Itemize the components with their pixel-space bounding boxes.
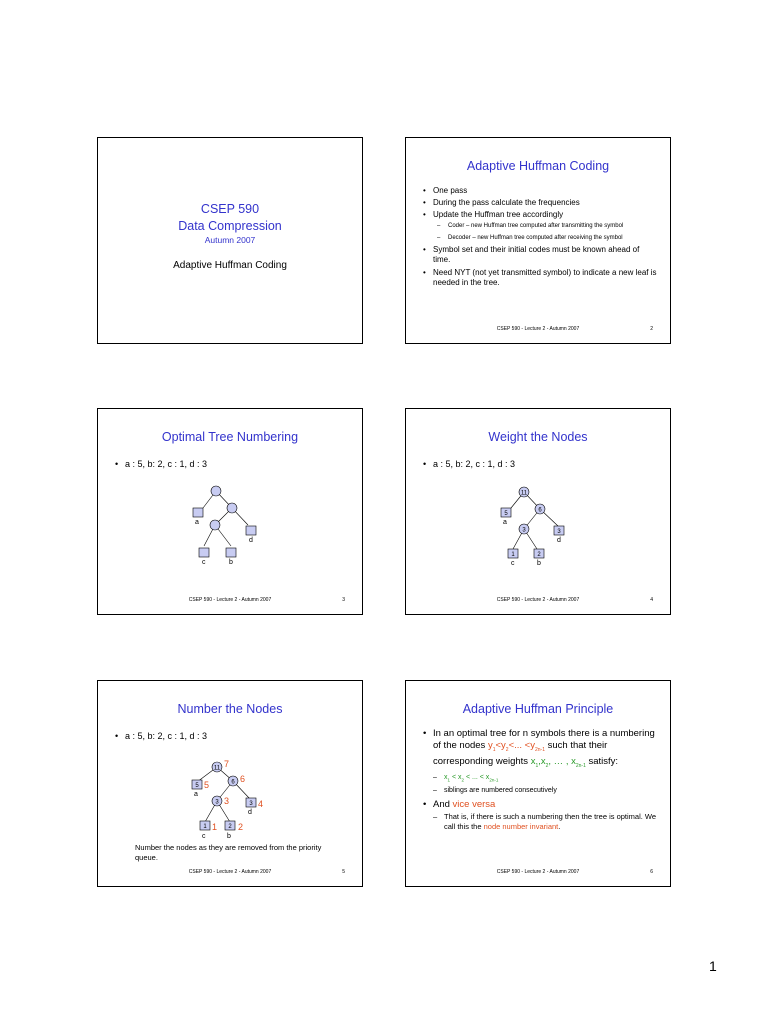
tree-node-internal: [210, 520, 220, 530]
node-number: 7: [224, 759, 230, 769]
tree-leaf-a: [193, 508, 203, 517]
node-weight: 3: [557, 529, 561, 535]
node-weight: 3: [249, 801, 253, 807]
course-term: Autumn 2007: [204, 235, 256, 245]
node-weight: 2: [228, 824, 232, 830]
slide-title: Weight the Nodes: [488, 430, 588, 444]
sub-bullet-item: – siblings are numbered consecutively: [433, 786, 663, 796]
node-number: 5: [204, 780, 210, 790]
node-weight: 3: [215, 799, 219, 806]
sub-bullet-list: [433, 773, 663, 795]
tree-leaf-d: [246, 526, 256, 535]
node-weight: 11: [213, 765, 221, 772]
slide-4: [405, 408, 671, 615]
node-weight: 11: [520, 490, 528, 497]
sub-bullet-item: – $x_1 < x_2$ < ... < $x_{2n-1}$: [433, 773, 663, 785]
slide-5: [97, 680, 363, 887]
node-weight: 5: [195, 783, 199, 789]
slide-number: 2: [650, 326, 653, 332]
node-number: 2: [238, 822, 244, 832]
bullet-item: • One pass: [423, 186, 658, 196]
leaf-label: a: [194, 791, 198, 798]
slide-footer: CSEP 590 - Lecture 2 - Autumn 2007: [188, 869, 272, 875]
node-weight: 6: [538, 507, 542, 514]
node-weight: 5: [504, 511, 508, 517]
slide-1: [97, 137, 363, 344]
leaf-label: a: [503, 519, 507, 526]
node-weight: 2: [537, 552, 541, 558]
course-subject: Data Compression: [178, 219, 282, 233]
node-weight: 1: [203, 824, 207, 830]
bullet-item: • Need NYT (not yet transmitted symbol) to indicate a new leaf is needed in the tree.: [423, 268, 658, 288]
leaf-label: b: [229, 559, 233, 566]
leaf-label: c: [202, 833, 206, 840]
node-weight: 6: [231, 779, 235, 786]
leaf-label: b: [227, 833, 231, 840]
sub-bullet-list: [433, 812, 663, 832]
bullet-item: • In an optimal tree for n symbols there is a numbering of the nodes $y_1<y_2<$... $<y_{2n-1}$ such that their corresponding weights $x_1,x_2$, … , $x_{2n-1}$ satisfy: – $x_1 < x_2$ < ... < $x_{2n-1}$ – siblings are numbered consecutively: [423, 728, 663, 796]
bullet-list: [423, 728, 663, 832]
slide-footer: CSEP 590 - Lecture 2 - Autumn 2007: [496, 869, 580, 875]
slide-number: 6: [650, 869, 653, 875]
node-number: 3: [224, 796, 230, 806]
node-number: 4: [258, 799, 264, 809]
slide-title: Adaptive Huffman Coding: [466, 159, 610, 173]
bullet-list: [423, 186, 658, 288]
slide-number: 5: [342, 869, 345, 875]
tree-leaf-c: [199, 548, 209, 557]
slide-title: Optimal Tree Numbering: [161, 430, 299, 444]
slide-2: [405, 137, 671, 344]
slide-footer: CSEP 590 - Lecture 2 - Autumn 2007: [496, 597, 580, 603]
leaf-label: d: [248, 809, 252, 816]
node-weight: 1: [511, 552, 515, 558]
tree-leaf-b: [226, 548, 236, 557]
bullet-item: • Update the Huffman tree accordingly – Coder – new Huffman tree computed after transmitting the symbol – Decoder – new Huffman tree computed after receiving the symbol: [423, 210, 658, 242]
bullet-item: • a : 5, b: 2, c : 1, d : 3: [115, 731, 207, 741]
tree-diagram: [406, 409, 672, 616]
slide-title: Number the Nodes: [177, 702, 283, 716]
leaf-label: a: [195, 519, 199, 526]
leaf-label: c: [511, 560, 515, 567]
node-number: 1: [212, 822, 218, 832]
tree-node-root: [211, 486, 221, 496]
course-title: CSEP 590: [200, 202, 260, 216]
page-number: 1: [709, 958, 717, 974]
bullet-item: • a : 5, b: 2, c : 1, d : 3: [115, 459, 207, 469]
slide-caption: Number the nodes as they are removed from the priority queue.: [135, 843, 322, 862]
leaf-label: b: [537, 560, 541, 567]
bullet-item: • Symbol set and their initial codes must be known ahead of time.: [423, 245, 658, 265]
node-weight: 3: [522, 527, 526, 534]
bullet-item: • a : 5, b: 2, c : 1, d : 3: [423, 459, 515, 469]
slide-number: 4: [650, 597, 653, 603]
leaf-label: c: [202, 559, 206, 566]
slide-title: Adaptive Huffman Principle: [462, 702, 614, 716]
node-number: 6: [240, 774, 246, 784]
slide-footer: CSEP 590 - Lecture 2 - Autumn 2007: [188, 597, 272, 603]
slide-number: 3: [342, 597, 345, 603]
sub-bullet-item: – Coder – new Huffman tree computed after transmitting the symbol: [437, 222, 658, 231]
leaf-label: d: [557, 537, 561, 544]
bullet-item: • And vice versa – That is, if there is such a numbering then the tree is optimal. We call this the node number invariant.: [423, 799, 663, 833]
slide-6: [405, 680, 671, 887]
leaf-label: d: [249, 537, 253, 544]
tree-node-internal: [227, 503, 237, 513]
sub-bullet-list: [437, 222, 658, 242]
slide-footer: CSEP 590 - Lecture 2 - Autumn 2007: [496, 326, 580, 332]
slide-3: [97, 408, 363, 615]
lecture-topic: Adaptive Huffman Coding: [173, 260, 287, 271]
bullet-item: • During the pass calculate the frequencies: [423, 198, 658, 208]
tree-diagram: [98, 409, 364, 616]
sub-bullet-item: – That is, if there is such a numbering then the tree is optimal. We call this the node number invariant.: [433, 812, 663, 832]
sub-bullet-item: – Decoder – new Huffman tree computed after receiving the symbol: [437, 234, 658, 243]
